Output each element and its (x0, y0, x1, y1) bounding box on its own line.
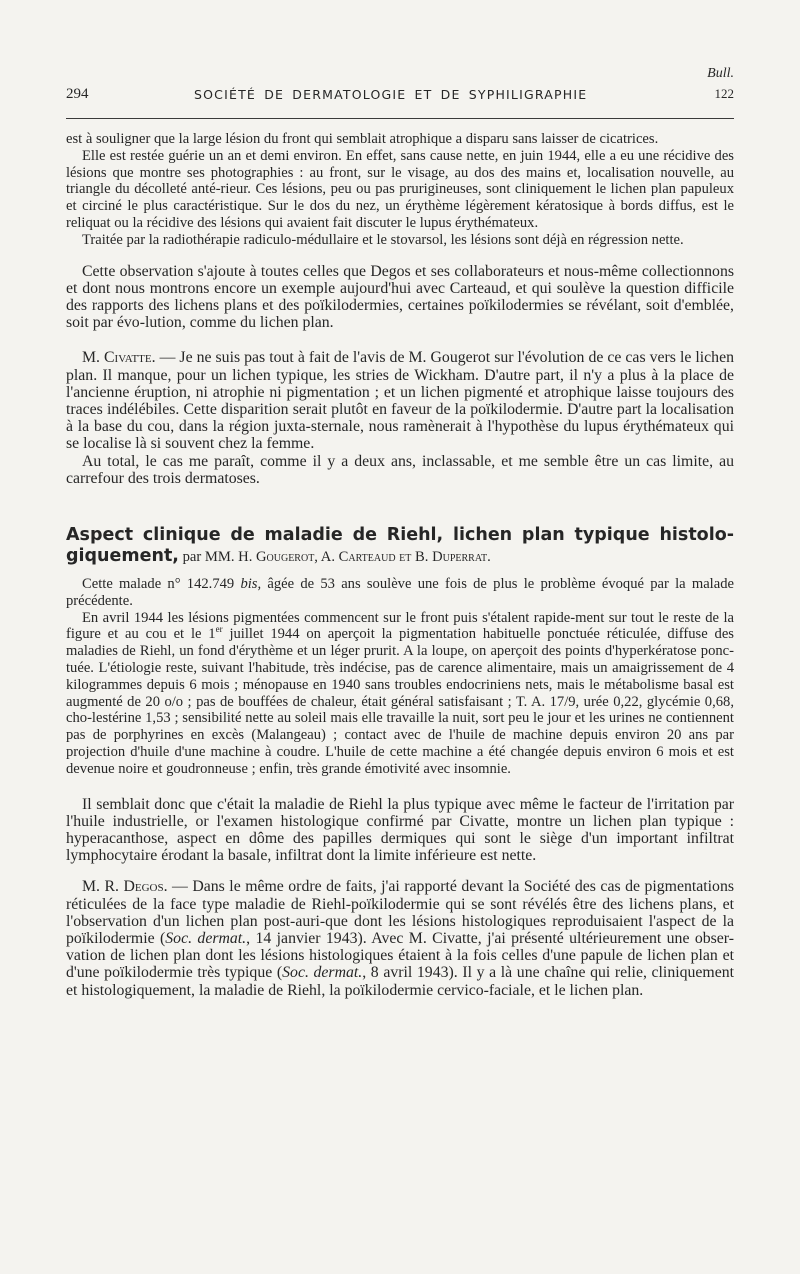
reference: Soc. dermat. (165, 930, 247, 947)
article-title-text: Aspect clinique de maladie de Riehl, lichen plan typique histolo-giquement, (66, 525, 734, 567)
superscript: er (215, 624, 223, 635)
paragraph (66, 878, 734, 998)
article-authors: H. Gougerot, A. Carteaud et B. Duperrat. (238, 549, 491, 566)
paragraph (66, 610, 734, 778)
running-head: SOCIÉTÉ DE DERMATOLOGIE ET DE SYPHILIGRAPHIE (194, 87, 588, 102)
bis-text: bis, (240, 576, 262, 593)
section-discussion (66, 263, 734, 332)
paragraph-text: En avril 1944 les lésions pigmentées commencent sur le front puis s'étalent rapide-ment sur tout le reste de la figure et au cou et le 1 (66, 609, 734, 643)
speaker-name: M. R. Degos. (82, 878, 168, 896)
paragraph-text: Cette malade n° 142.749 (82, 576, 241, 593)
article-title (66, 525, 734, 568)
paragraph-text: , 14 janvier 1943). Avec M. Civatte, j'ai présenté ultérieurement une obser-vation de lichen plan dont les lésions histologiques étaient à la fois celles d'une papule de lichen plan et d'une poïkilodermie très typique ( (66, 930, 735, 982)
paragraph: Elle est restée guérie un an et demi environ. En effet, sans cause nette, en juin 1944, elle a eu une récidive des lésions que montre ses photographies : au front, sur le visage, au dos des mains et, localisation nouvelle, au triangle du décolleté anté-rieur. Ces lésions, peu ou pas prurigineuses, sont cliniquement le lichen plan papuleux et circiné le plus caractéristique. Sur le dos du nez, un érythème légèrement kératosique à bords diffus, est le reliquat ou la récidive des lésions qui avaient fait discuter le lupus érythémateux. (66, 147, 734, 231)
paragraph: Il semblait donc que c'était la maladie de Riehl la plus typique avec même le facteur de l'irritation par l'huile industrielle, or l'examen histologique confirmé par Civatte, montre un lichen plan typique : hyperacanthose, aspect en dôme des papilles dermiques qui sont le siège d'un important infiltrat lymphocytaire érodant la basale, infiltrat dont la limite inférieure est nette. (66, 795, 734, 865)
paragraph: Traitée par la radiothérapie radiculo-médullaire et le stovarsol, les lésions sont déjà en régression nette. (82, 231, 684, 248)
paragraph-text: juillet 1944 on aperçoit la pigmentation habituelle ponctuée réticulée, diffuse des maladies de Riehl, un fond d'érythème et un léger prurit. A la loupe, on aperçoit des points d'hyperkératose ponc-tuée. L'étiologie reste, suivant l'habitude, très indécise, pas de carence alimentaire, mais un amaigrissement de 4 kilogrammes depuis 6 mois ; ménopause en 1940 sans troubles endocriniens nets, mais le métabolisme basal est augmenté de 20 o/o ; pas de bouffées de chaleur, était général satisfaisant ; T. A. 17/9, urée 0,22, glycémie 0,68, cho-lestérine 1,53 ; sensibilité nette au soleil mais elle travaille la nuit, sort peu le jour et les urines ne contiennent pas de porphyrines en excès (Malangeau) ; contact avec de l'huile de machine depuis environ 20 ans par projection d'huile d'une machine à coudre. L'huile de cette machine a été changée depuis environ 6 mois et est devenue noire et goudronneuse ; enfin, très grande émotivité avec insomnie. (66, 626, 734, 777)
paragraph: est à souligner que la large lésion du front qui semblait atrophique a disparu sans laisser de cicatrices. (66, 131, 659, 147)
paragraph-text: âgée de 53 ans soulève une fois de plus le problème évoqué par la malade précédente. (66, 576, 734, 609)
paragraph (66, 576, 734, 610)
page-header (66, 0, 734, 120)
paragraph-text: , 8 avril 1943). Il y a là une chaîne qui relie, cliniquement et histologiquement, la maladie de Riehl, la poïkilodermie cervico-faciale, et le lichen plan. (66, 964, 734, 999)
authors-prefix: par MM. (178, 549, 239, 566)
section-civatte (66, 349, 734, 487)
section-degos (66, 878, 734, 998)
paragraph (66, 349, 734, 452)
bull-number: 122 (714, 86, 734, 101)
speaker-name: M. Civatte. (82, 349, 156, 367)
section-continuation (66, 131, 734, 249)
reference: Soc. dermat. (282, 964, 363, 982)
paragraph-text: — Dans le même ordre de faits, j'ai rapporté devant la Société des cas de pigmentations réticulées de la face type maladie de Riehl-poïkilodermie qui se sont révélés être des lichens plans, et l'observation d'un lichen plan post-auri-que dont les lésions histologiques reproduisaient l'aspect de la poïkilodermie ( (66, 878, 734, 947)
paragraph-text: — Je ne suis pas tout à fait de l'avis de M. Gougerot sur l'évolution de ce cas vers le lichen plan. Il manque, pour un lichen typique, les stries de Wickham. D'autre part, il n'y a plus à la place de l'ancienne éruption, ni atrophie ni pigmentation ; et un lichen pigmenté et atrophique laisse toujours des traces indélébiles. Cette disparition serait plutôt en faveur de la poïkilodermie. D'autre part la localisation à la base du cou, dans la région juxta-sternale, nous ramènerait à l'hypothèse du lupus érythémateux qui se localise là si souvent chez la femme. (66, 349, 734, 453)
paragraph: Cette observation s'ajoute à toutes celles que Degos et ses collaborateurs et nous-même collectionnons et dont nous montrons encore un exemple aujourd'hui avec Carteaud, et qui soulève la question difficile des rapports des lichens plans et des poïkilodermies, certaines poïkilodermies se révélant, soit d'emblée, soit par évo-lution, comme du lichen plan. (66, 262, 734, 332)
paragraph: Au total, le cas me paraît, comme il y a deux ans, inclassable, et me semble être un cas limite, au carrefour des trois dermatoses. (66, 452, 734, 487)
bull-label: Bull. (707, 66, 734, 81)
page-number: 294 (66, 86, 89, 102)
section-histology (66, 796, 734, 865)
header-rule (66, 118, 734, 119)
section-case (66, 576, 734, 778)
